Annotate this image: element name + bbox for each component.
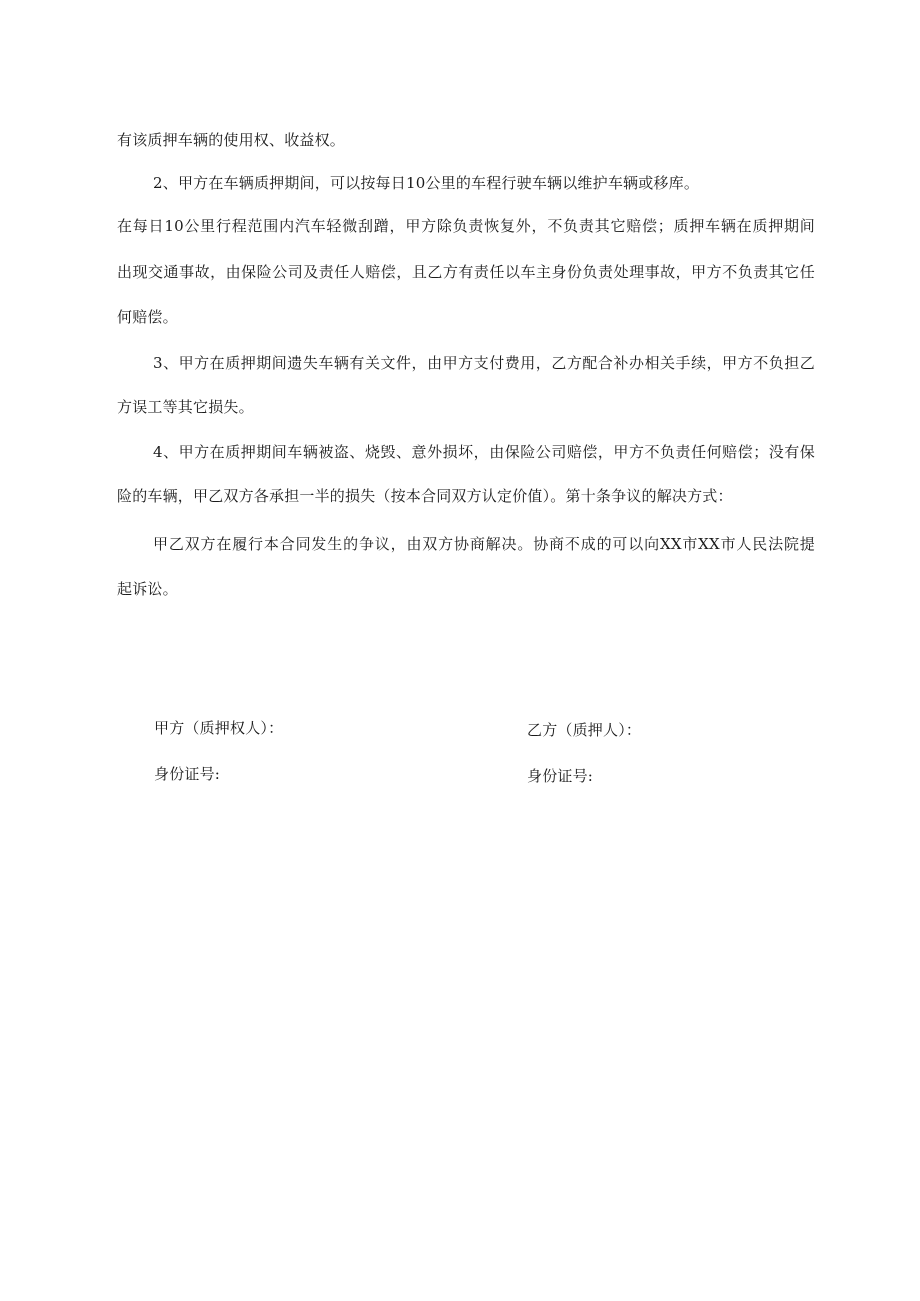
paragraph-line: 何赔偿。 [117,308,178,326]
paragraph-line: 出现交通事故，由保险公司及责任人赔偿，且乙方有责任以车主身份负责处理事故，甲方不负责其它任 [117,263,815,281]
party-b-label: 乙方（质押人）： [527,721,642,739]
paragraph-line: 在每日10公里行程范围内汽车轻微刮蹭，甲方除负责恢复外，不负责其它赔偿；质押车辆在质押期间 [117,217,815,235]
paragraph-line: 3、甲方在质押期间遗失车辆有关文件，由甲方支付费用，乙方配合补办相关手续，甲方不负担乙 [153,354,815,372]
party-b-id-label: 身份证号: [527,767,594,785]
paragraph-line: 甲乙双方在履行本合同发生的争议，由双方协商解决。协商不成的可以向XX市XX市人民法院提 [153,535,815,553]
paragraph-line: 方误工等其它损失。 [117,398,254,416]
paragraph-line: 有该质押车辆的使用权、收益权。 [117,131,346,149]
paragraph-line: 险的车辆，甲乙双方各承担一半的损失（按本合同双方认定价值）。第十条争议的解决方式： [117,487,733,505]
paragraph-line: 4、甲方在质押期间车辆被盗、烧毁、意外损坏，由保险公司赔偿，甲方不负责任何赔偿；没有保 [153,443,815,461]
party-a-label: 甲方（质押权人）： [154,719,284,737]
paragraph-line: 2、甲方在车辆质押期间，可以按每日10公里的车程行驶车辆以维护车辆或移库。 [153,174,700,192]
paragraph-line: 起诉讼。 [117,580,178,598]
party-a-id-label: 身份证号: [154,765,221,783]
